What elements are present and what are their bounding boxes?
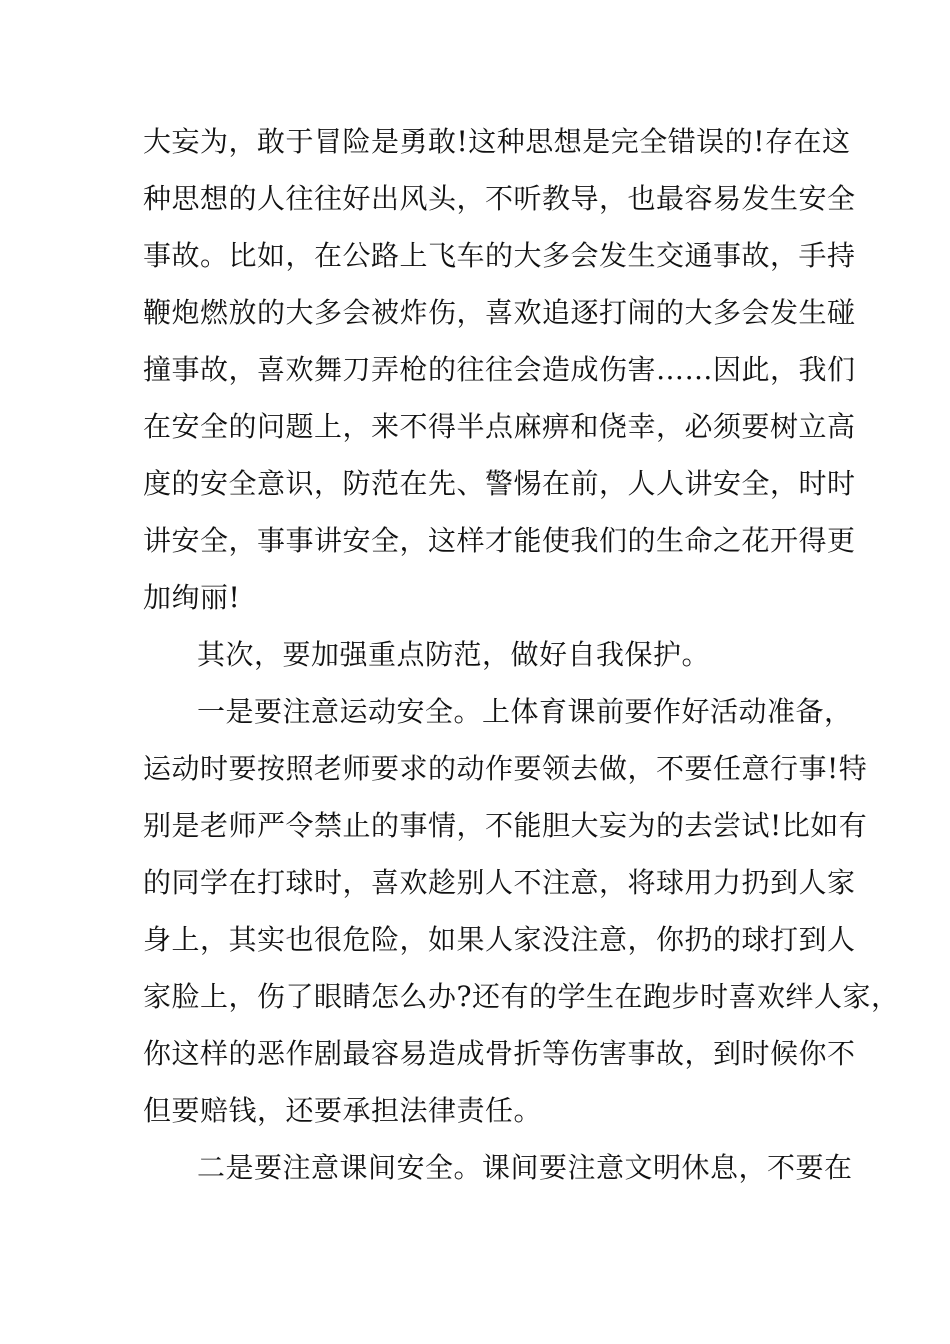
text-line: 种思想的人往往好出风头，不听教导，也最容易发生安全 <box>143 182 856 215</box>
text-line: 大妄为，敢于冒险是勇敢!这种思想是完全错误的!存在这 <box>143 125 851 158</box>
text-line: 一是要注意运动安全。上体育课前要作好活动准备， <box>197 695 853 728</box>
text-line: 但要赔钱，还要承担法律责任。 <box>143 1094 543 1127</box>
paragraph-heading: 其次，要加强重点防范，做好自我保护。 <box>197 638 711 671</box>
text-line: 加绚丽! <box>143 581 241 614</box>
text-line: 身上，其实也很危险，如果人家没注意，你扔的球打到人 <box>143 923 856 956</box>
text-line: 度的安全意识，防范在先、警惕在前，人人讲安全，时时 <box>143 467 856 500</box>
text-line: 撞事故，喜欢舞刀弄枪的往往会造成伤害……因此，我们 <box>143 353 856 386</box>
text-line: 事故。比如，在公路上飞车的大多会发生交通事故，手持 <box>143 239 856 272</box>
text-line: 二是要注意课间安全。课间要注意文明休息，不要在 <box>197 1151 853 1184</box>
text-line: 你这样的恶作剧最容易造成骨折等伤害事故，到时候你不 <box>143 1037 856 1070</box>
text-line: 鞭炮燃放的大多会被炸伤，喜欢追逐打闹的大多会发生碰 <box>143 296 856 329</box>
text-line: 在安全的问题上，来不得半点麻痹和侥幸，必须要树立高 <box>143 410 856 443</box>
text-line: 家脸上，伤了眼睛怎么办?还有的学生在跑步时喜欢绊人家， <box>143 980 900 1013</box>
text-line: 讲安全，事事讲安全，这样才能使我们的生命之花开得更 <box>143 524 856 557</box>
text-line: 别是老师严令禁止的事情，不能胆大妄为的去尝试!比如有 <box>143 809 868 842</box>
text-line: 运动时要按照老师要求的动作要领去做，不要任意行事!特 <box>143 752 868 785</box>
text-line: 的同学在打球时，喜欢趁别人不注意，将球用力扔到人家 <box>143 866 856 899</box>
